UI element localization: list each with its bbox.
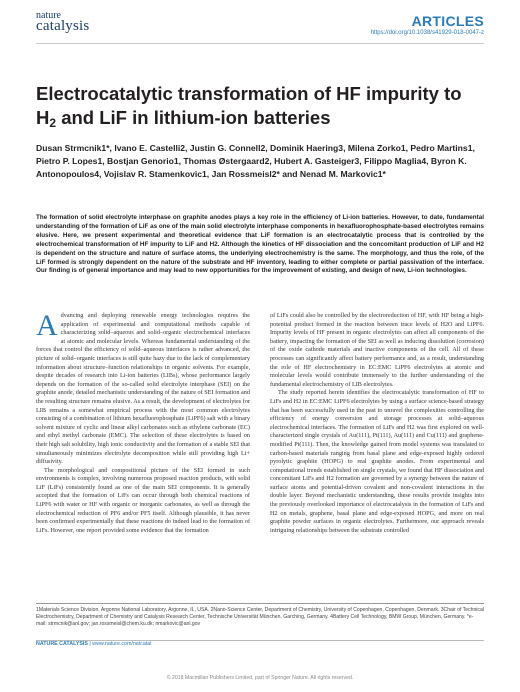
footnote-divider [36,603,484,604]
footer-url[interactable]: | www.nature.com/natcatal [89,641,152,647]
body-column-left [36,309,250,535]
body-paragraph: The study reported herein identifies the electrocatalytic transformation of HF to LiFs and H2 in EC:EMC LiPF6 electrolytes by using a surface science-based strategy that has been successfully used in the past to unravel the complexities controlling the efficiency of energy conversion and storage processes at solid–aqueous electrochemical interfaces. The formation of LiFs and H2 was first explored on well-characterized single crystals of Au(111), Pt(111), Au(111) and Cu(111) and graphene-modified Pt(111). Then, the knowledge gained from model systems was translated to carbon-based materials ranging from basal plane and edge-exposed highly ordered pyrolytic graphite (HOPG) to real graphite anodes. From experimental and computational trends established on single crystals, we found that HF dissociation and concomitant LiFs and H2 formation are governed by a synergy between the nature of surface atoms and potential-driven covalent and non-covalent interactions in the double layer. Beyond mechanistic understanding, these results provide insights into the previously overlooked importance of electrocatalysis in the formation of LiFs and H2 on metals, graphene, basal plane and edge-exposed HOPG, and more on real graphite powder surfaces in organic electrolytes. Furthermore, our approach reveals intriguing relationships between the substrate controlled [270,389,484,534]
abstract: The formation of solid electrolyte interphase on graphite anodes plays a key role in the efficiency of Li-ion batteries. However, to date, fundamental understanding of the formation of LiF as one of the main solid electrolyte interphase components in hexafluorophosphate-based electrolytes remains elusive. Here, we present experimental and theoretical evidence that LiF formation is an electrocatalytic process that is controlled by the electrochemical transformation of HF impurity to LiF and H2. Although the kinetics of HF dissociation and the concomitant production of LiF and H2 is dependent on the structure and nature of surface atoms, the underlying electrochemistry is the same. The morphology, and thus the role, of the LiF formed is strongly dependent on the nature of the substrate and HF inventory, leading to either complete or partial passivation of the interface. Our finding is of general importance and may lead to new opportunities for the improvement of existing, and design of new, Li-ion technologies. [36,214,484,275]
footer-journal [36,641,151,647]
article-title [36,82,484,135]
footer-journal-name: NATURE CATALYSIS [36,641,88,647]
journal-logo [36,10,89,32]
header-divider [36,43,484,44]
copyright-notice: © 2018 Macmillan Publishers Limited, part of Springer Nature. All rights reserved. [166,675,354,681]
affiliations: 1Materials Science Division, Argonne National Laboratory, Argonne, IL, USA. 2Nano-Science Center, Department of Chemistry, University of Copenhagen, Copenhagen, Denmark. 3Chair of Technical Electrochemistry, Department of Chemistry and Catalysis Research Center, Technische Universität München, Garching, Germany. 4Battery Cell Technology, BMW Group, München, Germany. *e-mail: strmcnik@anl.gov; jan.rossmeisl@chem.ku.dk; nmarkovic@anl.gov [36,607,484,627]
doi-link[interactable]: https://doi.org/10.1038/s41929-018-0047-z [370,30,484,36]
title-subscript: 2 [49,116,57,130]
title-part1: Electrocatalytic transformation of HF impurity to H [36,83,462,128]
body-paragraph-text: dvancing and deploying renewable energy technologies requires the application of experimental and computational methods capable of characterizing solid–aqueous and solid–organic electrochemical interfaces at atomic and molecular levels. Whereas fundamental understanding of the forces that control the efficiency of solid–aqueous interfaces is rather advanced, the picture of solid–organic interfaces is still quite hazy due to the lack of complementary information about structure–function relationships in organic solvents. For example, despite decades of research into Li-ion batteries (LIBs), whose performance largely depends on the formation of the so-called solid electrolyte interphase (SEI) on the graphite anode, detailed mechanistic understanding of the nature of SEI formation and the resulting structure remains elusive. As a result, the development of electrolytes for LIB remains a somewhat empirical process with the most common electrolytes consisting of a combination of lithium hexafluorophosphate (LiPF6) salt with a binary solvent mixture of cyclic and linear alkyl carbonates such as ethylene carbonate (EC) and ethyl methyl carbonate (EMC). The selection of these electrolytes is based on their high salt solubility, high ionic conductivity and the formation of a stable SEI that simultaneously minimizes electrolyte decomposition while still providing high Li+ diffusivity. [36,312,250,466]
body-paragraph: The morphological and compositional picture of the SEI formed in such environments is complex, involving numerous proposed reaction products, with solid LiF (LiFs) consistently found as one of the main SEI components. It is generally accepted that the formation of LiFs can occur through both chemical reactions of LiPF6 with water or HF with organic or inorganic carbonates, as well as through the electrochemical reduction of PF6 and/or PF5 itself. Although plausible, it has never been confirmed experimentally that these reactions do indeed lead to the formation of LiFs. However, one report provided some evidence that the formation [36,466,250,534]
journal-logo-line2: catalysis [36,18,90,34]
body-paragraph [36,309,250,467]
title-part2: and LiF in lithium-ion batteries [56,107,331,128]
drop-cap: A [36,309,58,342]
author-list: Dusan Strmcnik1*, Ivano E. Castelli2, Justin G. Connell2, Dominik Haering3, Milena Zorko1, Pedro Martins1, Pietro P. Lopes1, Bostjan Genorio1, Thomas Østergaard2, Hubert A. Gasteiger3, Filippo Maglia4, Byron K. Antonopoulos4, Vojislav R. Stamenkovic1, Jan Rossmeisl2* and Nenad M. Markovic1* [36,143,475,179]
body-paragraph: of LiFs could also be controlled by the electroreduction of HF, with HF being a high-potential product formed in the reaction between trace levels of H2O and LiPF6. Impurity levels of HF present in organic electrolytes can affect all components of the battery, impacting the formation of the SEI as well as inducing dissolution (corrosion) of the oxide cathode materials and inactive components of the cell. All of these processes can significantly affect battery performance and, as a result, understanding the role of HF electrochemistry in EC:EMC LiPF6 electrolytes at atomic and molecular levels would contribute immensely to the further understanding of the fundamental electrochemistry of LIB electrolytes. [270,312,484,388]
body-column-right [270,312,484,535]
journal-logo-line1: nature [36,10,61,21]
section-label: ARTICLES [411,13,484,29]
